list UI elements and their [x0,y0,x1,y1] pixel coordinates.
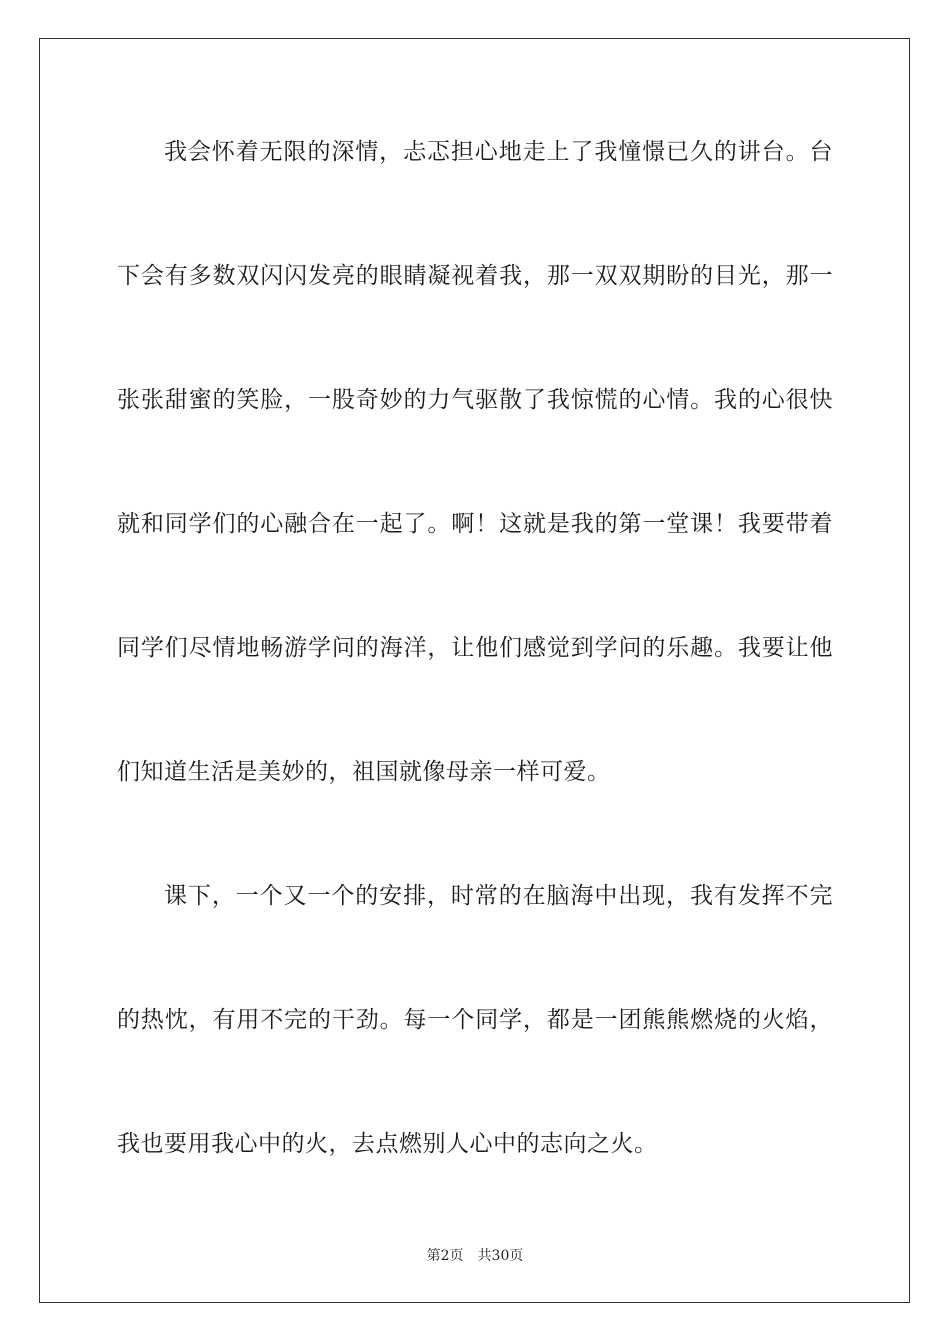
paragraph-1-line-3: 张张甜蜜的笑脸，一股奇妙的力气驱散了我惊慌的心情。我的心很快 [117,387,833,413]
paragraph-2-line-3: 我也要用我心中的火，去点燃别人心中的志向之火。 [117,1131,658,1157]
paragraph-1-line-4: 就和同学们的心融合在一起了。啊！这就是我的第一堂课！我要带着 [117,511,833,537]
paragraph-1-line-1: 我会怀着无限的深情，忐忑担心地走上了我憧憬已久的讲台。台 [164,139,833,165]
total-pages: 共30页 [477,1248,524,1264]
page-number: 第2页 [426,1248,464,1264]
paragraph-1-line-2: 下会有多数双闪闪发亮的眼睛凝视着我，那一双双期盼的目光，那一 [117,263,833,289]
paragraph-2-line-1: 课下，一个又一个的安排，时常的在脑海中出现，我有发挥不完 [164,883,833,909]
paragraph-1-line-5: 同学们尽情地畅游学问的海洋，让他们感觉到学问的乐趣。我要让他 [117,635,833,661]
paragraph-2-line-2: 的热忱，有用不完的干劲。每一个同学，都是一团熊熊燃烧的火焰， [117,1007,833,1033]
page-footer [0,1247,950,1265]
paragraph-1-line-6: 们知道生活是美妙的，祖国就像母亲一样可爱。 [117,759,611,785]
page-border [39,38,910,1303]
